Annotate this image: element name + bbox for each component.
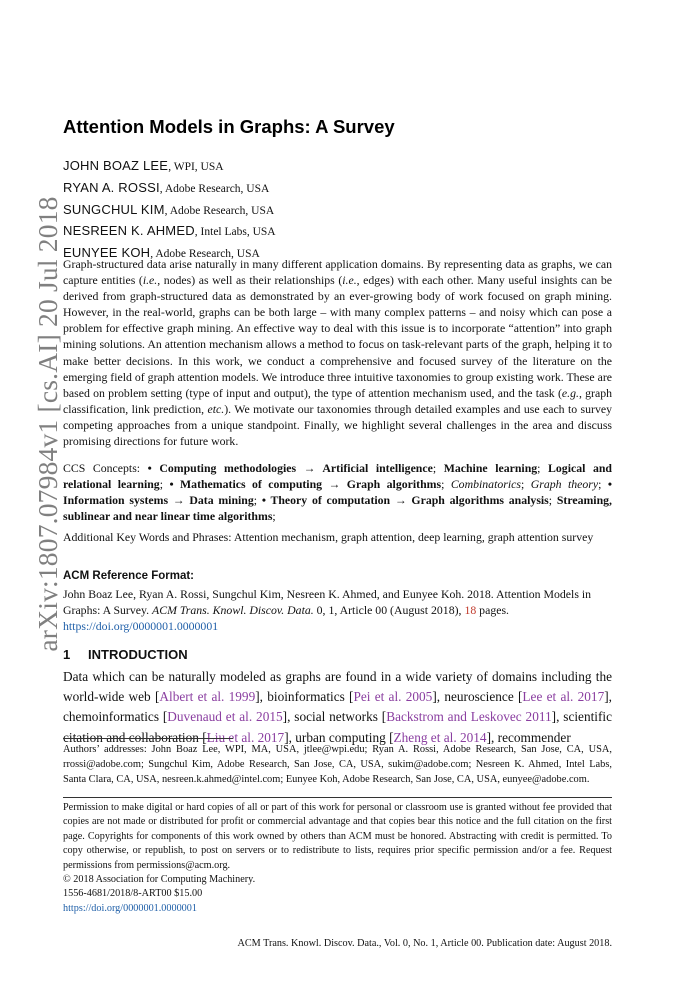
author-entry (63, 178, 276, 200)
author-affiliation: , WPI, USA (168, 161, 224, 173)
acm-reference-heading: ACM Reference Format: (63, 570, 194, 582)
abstract: Graph-structured data arise naturally in many different application domains. By representing data as graphs, we can capture entities (i.e., nodes) as well as their relationships (i.e., edges) with each other. Many useful insights can be derived from graph-structured data as demonstrated by an ever-growing body of work focused on graph mining. However, in the real-world, graphs can be both large – with many complex patterns – and noisy which can pose a problem for effective graph mining. An effective way to deal with this issue is to incorporate “attention” into graph mining solutions. An attention mechanism allows a method to focus on task-relevant parts of the graph, helping it to make better decisions. In this work, we conduct a comprehensive and focused survey of the literature on the emerging field of graph attention models. We introduce three intuitive taxonomies to group existing work. These are based on problem setting (type of input and output), the type of attention mechanism used, and the task (e.g., graph classification, link prediction, etc.). We motivate our taxonomies through detailed examples and use each to survey competing approaches from a unique standpoint. Finally, we highlight several challenges in the area and discuss promising directions for future work. (63, 257, 613, 449)
author-affiliation: , Adobe Research, USA (159, 182, 270, 195)
author-entry (63, 156, 276, 178)
page-count-link[interactable]: 18 (464, 603, 477, 618)
author-name: NESREEN K. AHMED (63, 223, 195, 239)
section-number: 1 (63, 647, 71, 662)
citation-link[interactable]: Albert et al. 1999 (159, 689, 256, 705)
citation-link[interactable]: Zheng et al. 2014 (393, 729, 487, 745)
citation-link[interactable]: Duvenaud et al. 2015 (167, 709, 283, 725)
author-affiliation: , Adobe Research, USA (150, 248, 260, 261)
citation-link[interactable]: Pei et al. 2005 (353, 689, 433, 705)
citation-link[interactable]: Backstrom and Leskovec 2011 (386, 709, 552, 725)
page-footer: ACM Trans. Knowl. Discov. Data., Vol. 0, No. 1, Article 00. Publication date: August 2018. (237, 938, 612, 949)
doi-link[interactable]: https://doi.org/0000001.0000001 (63, 619, 219, 634)
arxiv-stamp-text: arXiv:1807.07984v1 [cs.AI] 20 Jul 2018 (32, 196, 63, 652)
permission-text: Permission to make digital or hard copies of all or part of this work for personal or classroom use is granted without fee provided that copies are not made or distributed for profit or commercial advantage and that copies bear this notice and the full citation on the first page. Copyrights for components of this work owned by others than ACM must be honored. Abstracting with credit is permitted. To copy otherwise, or republish, to post on servers or to redistribute to lists, requires prior specific permission and/or a fee. Request permissions from permissions@acm.org. (63, 802, 612, 871)
author-name: SUNGCHUL KIM (63, 201, 165, 217)
citation-link[interactable]: Liu et al. 2017 (206, 729, 285, 745)
author-name: RYAN A. ROSSI (63, 179, 160, 195)
ccs-concepts: CCS Concepts: • Computing methodologies → Artificial intelligence; Machine learning; Logical and relational learning; • Mathematics of computing → Graph algorithms; Combinatorics; Graph theory; • Information systems → Data mining; • Theory of computation → Graph algorithms analysis; Streaming, sublinear and near linear time algorithms; (63, 461, 612, 524)
copyright-line: © 2018 Association for Computing Machinery. (63, 874, 256, 886)
introduction-text: Data which can be naturally modeled as graphs are found in a wide variety of domains including the world-wide web [Albert et al. 1999], bioinformatics [Pei et al. 2005], neuroscience [Lee et al. 2017], chemoinformatics [Duvenaud et al. 2015], social networks [Backstrom and Leskovec 2011], scientific citation and collaboration [Liu et al. 2017], urban computing [Zheng et al. 2014], recommender (63, 669, 613, 745)
author-name: JOHN BOAZ LEE (63, 158, 169, 173)
paper-title: Attention Models in Graphs: A Survey (63, 116, 395, 137)
permission-divider (63, 797, 612, 798)
author-name: EUNYEE KOH (63, 245, 151, 261)
author-addresses: Authors’ addresses: John Boaz Lee, WPI, MA, USA, jtlee@wpi.edu; Ryan A. Rossi, Adobe Research, San Jose, CA, USA, rrossi@adobe.com; Sungchul Kim, Adobe Research, San Jose, CA, USA, sukim@adobe.com; Nesreen K. Ahmed, Intel Labs, Santa Clara, CA, USA, nesreen.k.ahmed@intel.com; Eunyee Koh, Adobe Research, San Jose, CA, USA, eunyee@adobe.com. (63, 744, 612, 786)
keywords: Additional Key Words and Phrases: Attention mechanism, graph attention, deep learning, graph attention survey (63, 530, 594, 544)
acm-reference: John Boaz Lee, Ryan A. Rossi, Sungchul Kim, Nesreen K. Ahmed, and Eunyee Koh. 2018. Attention Models in Graphs: A Survey. ACM Trans. Knowl. Discov. Data. 0, 1, Article 00 (August 2018), 18 pages. https://doi.org/0000001.0000001 (63, 587, 592, 634)
citation-link[interactable]: Lee et al. 2017 (522, 689, 605, 705)
permission-doi-link[interactable]: https://doi.org/0000001.0000001 (63, 902, 197, 914)
author-entry (63, 221, 276, 243)
author-list (63, 156, 276, 265)
section-heading-introduction (63, 647, 188, 662)
issn-line: 1556-4681/2018/8-ART00 $15.00 (63, 888, 203, 900)
author-entry (63, 200, 276, 222)
author-affiliation: , Adobe Research, USA (164, 204, 275, 217)
footnote-divider (63, 738, 233, 739)
permission-block (63, 801, 612, 916)
author-affiliation: , Intel Labs, USA (194, 226, 276, 239)
section-title: INTRODUCTION (88, 647, 188, 662)
